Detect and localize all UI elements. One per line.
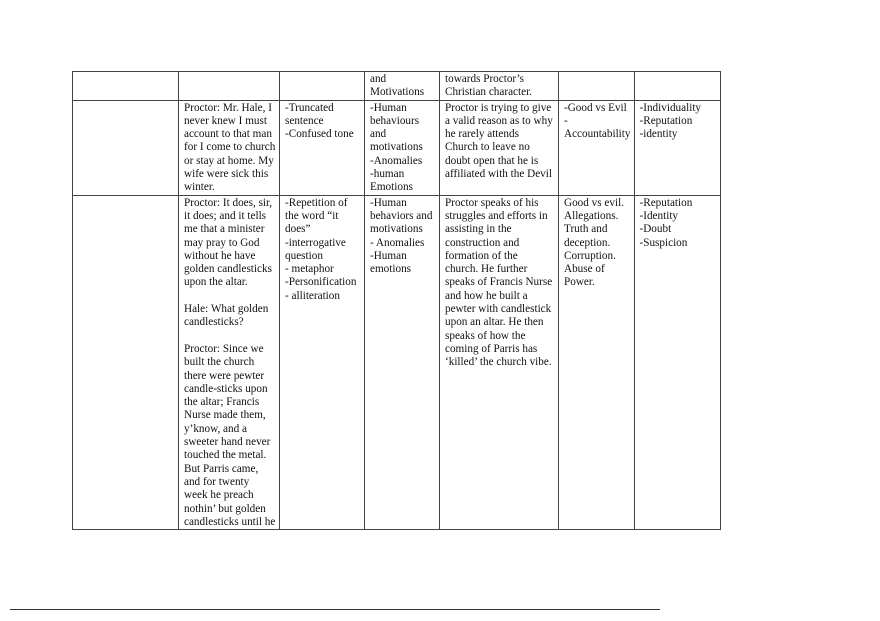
cell-text-line: candlesticks?	[184, 316, 244, 329]
cell-text-line: -	[564, 114, 568, 127]
cell-text-line: -Reputation	[639, 196, 693, 209]
table-cell-conflict-column	[559, 100, 635, 195]
cell-text-line: -Repetition of	[285, 196, 348, 209]
table-cell-analysis-column	[440, 195, 559, 529]
cell-text-line: y’know, and a	[184, 422, 247, 435]
cell-text-line: - alliteration	[285, 289, 340, 302]
cell-text-line: Emotions	[370, 181, 413, 194]
cell-text-line: doubt open that he is	[445, 154, 539, 167]
table-cell-analysis-column	[440, 72, 559, 101]
cell-text-line: Church to leave no	[445, 141, 530, 154]
cell-text-line: candlesticks until he	[184, 515, 276, 528]
table-cell-technique-column	[280, 72, 365, 101]
cell-text-line: coming of Parris has	[445, 342, 538, 355]
table-row	[73, 100, 721, 195]
cell-text-line: and	[370, 128, 387, 141]
cell-text-line: ‘killed’ the church vibe.	[445, 356, 552, 369]
cell-text-line: Allegations.	[564, 209, 619, 222]
cell-text-line: pewter with candlestick	[445, 303, 552, 316]
cell-text-line: he rarely attends	[445, 128, 519, 141]
cell-text-line: the word “it	[285, 209, 339, 222]
paragraph-gap	[184, 330, 276, 343]
cell-text-line: Proctor: Since we	[184, 342, 264, 355]
cell-text-line: formation of the	[445, 249, 518, 262]
cell-text-line: Proctor: It does, sir,	[184, 196, 273, 209]
table-row	[73, 195, 721, 529]
cell-text-line: speaks of how the	[445, 329, 526, 342]
cell-text-line: me that a minister	[184, 223, 265, 236]
cell-text-line: and how he built a	[445, 289, 528, 302]
cell-text-line: never knew I must	[184, 114, 267, 127]
table-cell-theme-column	[365, 195, 440, 529]
cell-text-line: -Doubt	[639, 223, 672, 236]
cell-text-line: does”	[285, 223, 311, 236]
table-cell-theme-column	[365, 72, 440, 101]
cell-text-line: -Anomalies	[370, 154, 423, 167]
cell-text-line: and for twenty	[184, 475, 250, 488]
table-row	[73, 72, 721, 101]
cell-text-line: golden candlesticks	[184, 263, 272, 276]
cell-text-line: a valid reason as to why	[445, 114, 553, 127]
cell-text-line: -Identity	[639, 209, 679, 222]
table-cell-conflict-column	[559, 72, 635, 101]
cell-text-line: -Good vs Evil	[564, 101, 627, 114]
cell-text-line: speaks of Francis Nurse	[445, 276, 553, 289]
cell-text-line: may pray to God	[184, 236, 260, 249]
cell-text-line: without he have	[184, 249, 256, 262]
cell-text-line: -interrogative	[285, 236, 346, 249]
cell-text-line: winter.	[184, 181, 215, 194]
cell-text-line: behaviours	[370, 114, 420, 127]
cell-text-line: Christian character.	[445, 86, 532, 99]
cell-text-line: -Confused tone	[285, 128, 354, 141]
cell-text-line: motivations	[370, 141, 423, 154]
table-cell-technique-column	[280, 100, 365, 195]
cell-text-line: sentence	[285, 114, 324, 127]
cell-text-line: - metaphor	[285, 263, 334, 276]
cell-text-line: Abuse of	[564, 263, 605, 276]
cell-text-line: Truth and	[564, 223, 608, 236]
cell-text-line: and	[370, 73, 387, 85]
cell-text-line: deception.	[564, 236, 611, 249]
cell-text-line: account to that man	[184, 128, 272, 141]
cell-text-line: question	[285, 249, 323, 262]
table-cell-quote-column	[179, 100, 280, 195]
cell-text-line: nothin’ but golden	[184, 502, 266, 515]
table-cell-blank-column	[73, 195, 179, 529]
cell-text-line: week he preach	[184, 489, 254, 502]
table-cell-technique-column	[280, 195, 365, 529]
cell-text-line: affiliated with the Devil	[445, 168, 552, 181]
cell-text-line: Motivations	[370, 86, 425, 99]
cell-text-line: - Anomalies	[370, 236, 425, 249]
cell-text-line: assisting in the	[445, 223, 512, 236]
cell-text-line: towards Proctor’s	[445, 73, 525, 85]
table-cell-motif-column	[634, 72, 720, 101]
table-cell-quote-column	[179, 195, 280, 529]
cell-text-line: Good vs evil.	[564, 196, 624, 209]
cell-text-line: -Truncated	[285, 101, 334, 114]
cell-text-line: the altar; Francis	[184, 396, 260, 409]
cell-text-line: emotions	[370, 263, 412, 276]
cell-text-line: there were pewter	[184, 369, 265, 382]
cell-text-line: behaviors and	[370, 209, 433, 222]
cell-text-line: church. He further	[445, 263, 528, 276]
cell-text-line: -human	[370, 168, 405, 181]
cell-text-line: Accountability	[564, 128, 631, 141]
cell-text-line: motivations	[370, 223, 423, 236]
cell-text-line: Hale: What golden	[184, 303, 269, 316]
cell-text-line: touched the metal.	[184, 449, 267, 462]
table-cell-quote-column	[179, 72, 280, 101]
cell-text-line: Proctor: Mr. Hale, I	[184, 101, 272, 114]
cell-text-line: -Personification	[285, 276, 357, 289]
table-cell-analysis-column	[440, 100, 559, 195]
paragraph-gap	[184, 290, 276, 303]
table-cell-motif-column	[634, 100, 720, 195]
cell-text-line: Proctor speaks of his	[445, 196, 539, 209]
footer-rule	[10, 609, 660, 610]
cell-text-line: built the church	[184, 356, 255, 369]
cell-text-line: construction and	[445, 236, 520, 249]
cell-text-line: Corruption.	[564, 249, 616, 262]
cell-text-line: -Individuality	[639, 101, 702, 114]
cell-text-line: struggles and efforts in	[445, 209, 548, 222]
table-cell-blank-column	[73, 72, 179, 101]
cell-text-line: -Suspicion	[639, 236, 688, 249]
cell-text-line: But Parris came,	[184, 462, 259, 475]
table-cell-blank-column	[73, 100, 179, 195]
cell-text-line: Nurse made them,	[184, 409, 266, 422]
table-cell-conflict-column	[559, 195, 635, 529]
cell-text-line: -Reputation	[639, 114, 693, 127]
cell-text-line: -Human	[370, 101, 407, 114]
table-cell-theme-column	[365, 100, 440, 195]
cell-text-line: or stay at home. My	[184, 154, 274, 167]
cell-text-line: Proctor is trying to give	[445, 101, 552, 114]
cell-text-line: -identity	[639, 128, 678, 141]
cell-text-line: sweeter hand never	[184, 436, 271, 449]
cell-text-line: for I come to church	[184, 141, 276, 154]
cell-text-line: wife were sick this	[184, 168, 269, 181]
cell-text-line: -Human	[370, 196, 407, 209]
cell-text-line: upon an altar. He then	[445, 316, 544, 329]
analysis-table	[72, 71, 721, 530]
cell-text-line: Power.	[564, 276, 595, 289]
cell-text-line: candle-sticks upon	[184, 382, 268, 395]
cell-text-line: -Human	[370, 249, 407, 262]
table-cell-motif-column	[634, 195, 720, 529]
cell-text-line: it does; and it tells	[184, 209, 267, 222]
cell-text-line: upon the altar.	[184, 276, 248, 289]
